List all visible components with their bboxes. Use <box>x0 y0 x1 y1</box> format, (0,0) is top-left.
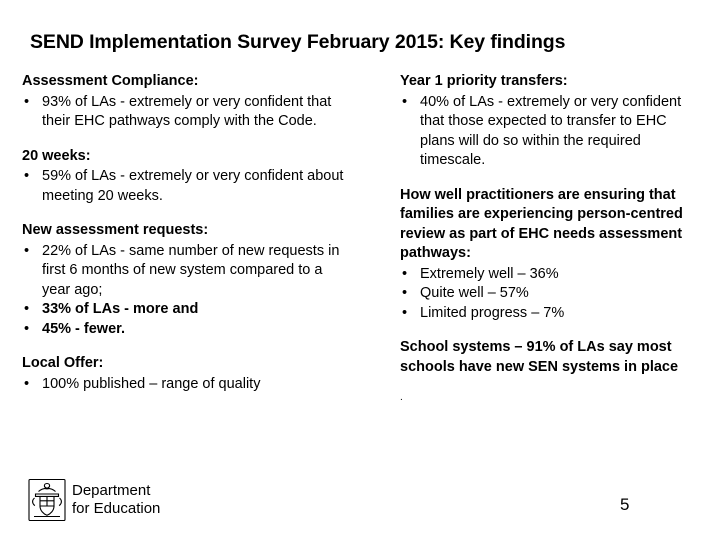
bullet-list <box>22 375 344 395</box>
bullet-list <box>22 167 344 206</box>
block-heading: 20 weeks: <box>22 147 91 164</box>
bullet-icon: • <box>24 242 30 259</box>
block-person-centred-review <box>400 186 692 324</box>
list-item-text: 100% published – range of quality <box>42 375 261 392</box>
right-column <box>352 72 692 404</box>
page-number: 5 <box>620 495 630 514</box>
block-heading: Year 1 priority transfers: <box>400 73 568 89</box>
list-item <box>400 284 692 304</box>
logo-line-2: for Education <box>72 500 161 517</box>
block-assessment-compliance <box>22 72 344 132</box>
list-item <box>400 304 692 324</box>
page-title: SEND Implementation Survey February 2015: Key findings <box>30 31 566 53</box>
block-new-assessment-requests <box>22 221 344 339</box>
bullet-list <box>400 265 692 324</box>
list-item-text: 59% of LAs - extremely or very confident about meeting 20 weeks. <box>42 168 344 204</box>
list-item-text: 93% of LAs - extremely or very confident that their EHC pathways comply with the Code. <box>42 93 332 129</box>
list-item <box>22 300 344 320</box>
bullet-icon: • <box>402 93 408 110</box>
block-20-weeks <box>22 147 344 207</box>
logo-line-1: Department <box>72 482 151 499</box>
list-item <box>400 265 692 285</box>
bullet-icon: • <box>24 301 30 317</box>
bullet-list <box>22 93 344 132</box>
block-local-offer <box>22 354 344 394</box>
list-item <box>22 320 344 340</box>
bullet-icon: • <box>24 168 30 184</box>
list-item-text: Quite well – 57% <box>420 285 529 301</box>
left-column <box>22 72 352 394</box>
bullet-icon: • <box>24 375 30 392</box>
list-item-text: Limited progress – 7% <box>420 304 565 321</box>
list-item-text: 40% of LAs - extremely or very confident that those expected to transfer to EHC plans will do so within the required timescale. <box>420 93 682 168</box>
bullet-icon: • <box>402 285 408 301</box>
block-heading: School systems – 91% of LAs say most schools have new SEN systems in place <box>400 339 679 375</box>
list-item-text: 45% - fewer. <box>42 320 126 337</box>
block-heading: Assessment Compliance: <box>22 73 199 89</box>
trailing-mark: . <box>400 392 403 403</box>
bullet-icon: • <box>402 304 408 321</box>
list-item-text: 22% of LAs - same number of new requests in first 6 months of new system compared to a year ago; <box>42 242 340 298</box>
list-item-text: 33% of LAs - more and <box>42 301 199 317</box>
block-heading: How well practitioners are ensuring that families are experiencing person-centred review as part of EHC needs assessment pathways: <box>400 186 683 261</box>
list-item <box>22 93 344 132</box>
block-school-systems <box>400 338 692 377</box>
block-year-1-priority-transfers <box>400 72 692 171</box>
logo-text <box>72 482 160 518</box>
list-item <box>22 242 344 301</box>
block-heading: New assessment requests: <box>22 222 209 238</box>
department-for-education-logo <box>28 478 192 524</box>
list-item <box>22 375 344 395</box>
content-columns <box>22 72 702 404</box>
block-heading: Local Offer: <box>22 355 104 371</box>
royal-crest-icon <box>28 478 66 522</box>
list-item <box>22 167 344 206</box>
bullet-list <box>22 242 344 340</box>
bullet-icon: • <box>24 320 30 337</box>
bullet-list <box>400 93 692 171</box>
list-item <box>400 93 692 171</box>
list-item-text: Extremely well – 36% <box>420 265 559 282</box>
bullet-icon: • <box>24 93 30 110</box>
bullet-icon: • <box>402 265 408 282</box>
